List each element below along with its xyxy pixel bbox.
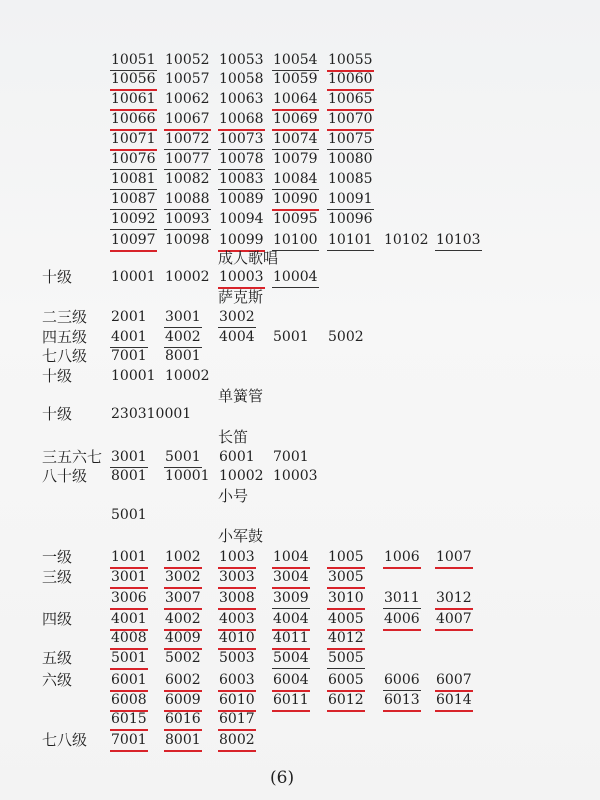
score-number <box>110 629 148 650</box>
score-number-text: 6008 <box>110 691 148 712</box>
section-heading: 小军鼓 <box>218 527 264 545</box>
score-number <box>272 467 319 486</box>
score-number <box>383 691 421 712</box>
score-number-text: 6013 <box>383 691 421 712</box>
score-number <box>272 210 319 229</box>
score-number <box>383 589 421 609</box>
score-number <box>218 130 265 150</box>
score-number <box>218 548 256 569</box>
score-number-text: 10079 <box>273 151 318 167</box>
score-number-text: 10055 <box>327 51 374 72</box>
score-number-text: 7001 <box>273 449 309 465</box>
score-number <box>218 691 256 712</box>
score-number-text: 4010 <box>218 629 256 650</box>
grade-label: 八十级 <box>42 467 88 485</box>
score-number <box>164 190 211 210</box>
score-number <box>327 610 365 631</box>
score-number <box>218 268 265 289</box>
score-number <box>272 448 310 467</box>
score-number <box>272 170 319 190</box>
score-number-text: 3004 <box>272 568 310 589</box>
score-number <box>272 629 310 650</box>
score-number <box>327 90 374 111</box>
score-number-text: 10093 <box>164 210 211 230</box>
score-number <box>218 308 256 328</box>
score-number-text: 4004 <box>219 329 255 345</box>
score-number-text: 10073 <box>218 130 265 150</box>
score-number <box>218 731 256 752</box>
score-number <box>164 649 202 668</box>
score-number <box>218 51 265 70</box>
score-number-text: 3006 <box>110 589 148 610</box>
grade-label: 十级 <box>42 367 73 385</box>
score-number <box>272 649 310 669</box>
section-heading: 单簧管 <box>218 387 264 405</box>
score-number-text: 6004 <box>272 671 310 692</box>
score-number <box>110 671 148 692</box>
score-number <box>110 568 148 589</box>
score-number-text: 10056 <box>110 70 157 91</box>
score-number-text: 6007 <box>435 671 473 692</box>
score-number-text: 10085 <box>328 171 373 187</box>
score-number <box>327 589 365 610</box>
score-number-text: 10061 <box>110 90 157 111</box>
score-number <box>164 268 211 287</box>
score-number <box>272 110 319 131</box>
score-number <box>327 110 374 131</box>
score-number-text: 10065 <box>327 90 374 111</box>
score-number-text: 4002 <box>164 328 202 348</box>
score-number <box>164 210 211 230</box>
section-heading: 长笛 <box>218 428 249 446</box>
score-number <box>110 110 157 131</box>
score-number-text: 10058 <box>219 71 264 87</box>
score-number-text: 10103 <box>435 231 482 251</box>
score-number <box>327 231 374 251</box>
score-number-text: 6017 <box>218 710 256 731</box>
score-number-text: 4001 <box>110 610 148 631</box>
score-number-text: 5001 <box>164 448 202 468</box>
score-number-text: 10089 <box>219 191 264 207</box>
grade-label: 六级 <box>42 671 73 689</box>
score-number <box>272 548 310 569</box>
score-number <box>272 51 319 71</box>
score-number-text: 10002 <box>165 368 210 384</box>
score-number <box>435 589 473 610</box>
score-number-text: 4001 <box>110 328 148 348</box>
score-number-text: 3002 <box>164 568 202 589</box>
score-number <box>110 405 192 424</box>
score-number-text: 6016 <box>164 710 202 731</box>
score-number-text: 10054 <box>272 51 319 71</box>
score-number-text: 10095 <box>273 211 318 227</box>
score-number-text: 10059 <box>273 71 318 87</box>
score-number <box>327 671 365 692</box>
score-number-text: 4008 <box>110 629 148 650</box>
score-number <box>218 448 256 467</box>
score-number-text: 5001 <box>273 329 309 345</box>
score-number <box>435 691 473 712</box>
score-number-text: 10064 <box>272 90 319 111</box>
score-number-text: 230310001 <box>111 406 192 422</box>
score-number-text: 4006 <box>383 610 421 631</box>
score-number-text: 1005 <box>327 548 365 569</box>
score-number-text: 10001 <box>111 368 156 384</box>
score-number <box>218 568 256 589</box>
score-number <box>110 467 148 486</box>
grade-label: 三五六七 <box>42 448 103 466</box>
score-number-text: 3003 <box>218 568 256 589</box>
score-number-text: 10074 <box>272 130 319 150</box>
score-number <box>272 150 319 169</box>
score-number-text: 7001 <box>110 731 148 752</box>
score-number <box>383 671 421 691</box>
score-number <box>327 568 365 589</box>
score-number <box>435 548 473 569</box>
score-number <box>218 328 256 347</box>
score-number <box>110 210 157 230</box>
score-number <box>110 347 148 366</box>
score-number <box>272 589 310 609</box>
score-number <box>435 671 473 692</box>
score-number <box>110 90 157 111</box>
score-number <box>272 70 319 89</box>
score-number-text: 3008 <box>218 589 256 610</box>
score-number-text: 6001 <box>219 449 255 465</box>
score-number-text: 1002 <box>164 548 202 569</box>
score-number <box>164 671 202 692</box>
score-number-text: 10098 <box>165 232 210 248</box>
score-number <box>327 629 365 650</box>
score-number <box>218 467 265 486</box>
score-number-text: 8002 <box>218 731 256 752</box>
score-number <box>164 231 211 250</box>
score-number-text: 1007 <box>435 548 473 569</box>
score-number <box>218 190 265 209</box>
score-number <box>272 568 310 589</box>
score-number <box>218 649 256 668</box>
score-number-text: 10052 <box>165 52 210 68</box>
score-number <box>327 51 374 72</box>
grade-label: 十级 <box>42 268 73 286</box>
score-number-text: 4012 <box>327 629 365 650</box>
score-number-text: 1006 <box>383 548 421 569</box>
score-number <box>110 150 157 170</box>
score-number-text: 10060 <box>327 70 374 91</box>
section-heading: 小号 <box>218 487 249 505</box>
score-number-text: 10094 <box>219 211 264 227</box>
score-number-text: 6001 <box>110 671 148 692</box>
score-number <box>164 731 202 752</box>
score-number <box>164 568 202 589</box>
page-number: (6) <box>270 768 295 788</box>
score-number-text: 6009 <box>164 691 202 712</box>
score-number-text: 10003 <box>218 268 265 289</box>
grade-label: 七八级 <box>42 347 88 365</box>
score-number <box>164 51 211 70</box>
score-number-text: 10062 <box>165 91 210 107</box>
score-number-text: 1004 <box>272 548 310 569</box>
score-number-text: 10081 <box>110 170 157 190</box>
score-number-text: 8001 <box>165 348 201 364</box>
score-number-text: 10068 <box>218 110 265 131</box>
score-number <box>110 328 148 348</box>
score-number <box>272 328 310 347</box>
score-number <box>110 70 157 91</box>
score-number <box>218 710 256 731</box>
score-number <box>327 548 365 569</box>
score-number <box>110 308 148 327</box>
score-number-text: 10100 <box>272 231 319 251</box>
score-number <box>110 691 148 712</box>
grade-label: 三级 <box>42 568 73 586</box>
score-number <box>218 629 256 650</box>
score-number <box>164 710 202 731</box>
score-number <box>164 467 211 486</box>
score-number <box>110 448 148 468</box>
score-number-text: 10083 <box>218 170 265 190</box>
score-number <box>272 231 319 251</box>
score-number-text: 10101 <box>327 231 374 251</box>
score-number <box>327 649 365 669</box>
grade-label: 五级 <box>42 649 73 667</box>
score-number-text: 5001 <box>111 507 147 523</box>
score-number-text: 5001 <box>110 649 148 670</box>
score-number-text: 3012 <box>435 589 473 610</box>
score-number-text: 10003 <box>273 468 318 484</box>
score-number <box>110 170 157 190</box>
score-number <box>272 610 310 631</box>
score-number-text: 6002 <box>164 671 202 692</box>
score-number-text: 10088 <box>164 190 211 210</box>
score-number-text: 6006 <box>383 671 421 691</box>
score-number <box>272 691 310 712</box>
score-number-text: 4005 <box>327 610 365 631</box>
score-number-text: 5005 <box>327 649 365 669</box>
score-number <box>218 110 265 131</box>
section-heading: 萨克斯 <box>218 288 264 306</box>
score-number <box>110 268 157 287</box>
score-number <box>164 367 211 386</box>
score-number <box>164 70 211 89</box>
score-number <box>218 589 256 610</box>
score-number-text: 10091 <box>327 190 374 210</box>
score-number <box>164 548 202 569</box>
score-number-text: 10092 <box>110 210 157 230</box>
score-number-text: 6012 <box>327 691 365 712</box>
grade-label: 二三级 <box>42 308 88 326</box>
score-number-text: 6015 <box>110 710 148 731</box>
score-number <box>110 710 148 731</box>
score-number <box>110 506 148 525</box>
score-number <box>164 589 202 610</box>
score-number <box>327 130 374 150</box>
score-number-text: 10071 <box>110 130 157 151</box>
score-number <box>110 731 148 752</box>
score-number-text: 10080 <box>328 151 373 167</box>
score-number <box>272 130 319 150</box>
score-number <box>110 367 157 386</box>
score-number <box>435 610 473 631</box>
score-number <box>164 150 211 170</box>
score-number <box>435 231 482 251</box>
score-number-text: 10102 <box>384 232 429 248</box>
score-number <box>164 691 202 712</box>
score-number-text: 6014 <box>435 691 473 712</box>
score-number <box>327 691 365 712</box>
score-number-text: 10096 <box>328 211 373 227</box>
grade-label: 一级 <box>42 548 73 566</box>
score-number-text: 4009 <box>164 629 202 650</box>
score-number-text: 4004 <box>272 610 310 631</box>
score-number-text: 3002 <box>218 308 256 328</box>
score-number <box>327 70 374 91</box>
score-number-text: 3011 <box>383 589 421 609</box>
score-number-text: 10070 <box>327 110 374 131</box>
score-number-text: 4002 <box>164 610 202 631</box>
score-number-text: 4011 <box>272 629 310 650</box>
score-number <box>110 589 148 610</box>
score-number <box>218 150 265 170</box>
score-number-text: 10051 <box>110 51 157 71</box>
score-number-text: 10082 <box>165 171 210 187</box>
score-number <box>327 328 365 347</box>
score-number-text: 10002 <box>219 468 264 484</box>
score-number <box>110 51 157 71</box>
score-number-text: 6005 <box>327 671 365 692</box>
score-number-text: 10084 <box>272 170 319 190</box>
score-number <box>164 130 211 150</box>
score-number-text: 2001 <box>111 309 147 325</box>
grade-label: 四级 <box>42 610 73 628</box>
score-number-text: 7001 <box>111 348 147 364</box>
score-number-text: 10066 <box>110 110 157 131</box>
score-number <box>218 610 256 631</box>
score-number <box>218 70 265 89</box>
score-number-text: 10002 <box>165 269 210 285</box>
score-number <box>164 110 211 131</box>
score-number <box>383 548 421 569</box>
score-number <box>218 210 265 229</box>
score-number <box>327 150 374 169</box>
score-number <box>164 328 202 348</box>
score-number-text: 4003 <box>218 610 256 631</box>
section-heading: 成人歌唱 <box>218 249 279 267</box>
score-number-text: 6011 <box>272 691 310 712</box>
score-number-text: 1003 <box>218 548 256 569</box>
score-number <box>327 190 374 210</box>
score-number-text: 10004 <box>272 268 319 288</box>
score-number-text: 3001 <box>110 448 148 468</box>
score-number-text: 3009 <box>272 589 310 609</box>
score-number <box>110 130 157 151</box>
score-number <box>110 610 148 631</box>
score-number-text: 10057 <box>165 71 210 87</box>
score-number-text: 3007 <box>164 589 202 610</box>
score-number-text: 6010 <box>218 691 256 712</box>
score-number-text: 10077 <box>164 150 211 170</box>
score-number <box>327 170 374 189</box>
score-number-text: 10097 <box>110 231 157 252</box>
score-number <box>110 190 157 210</box>
score-number-text: 5004 <box>272 649 310 669</box>
score-number <box>327 210 374 229</box>
score-number-text: 5002 <box>165 650 201 666</box>
score-number <box>164 90 211 109</box>
score-number-text: 10001 <box>165 468 210 484</box>
score-number <box>164 170 211 189</box>
score-number <box>383 231 430 250</box>
score-number <box>164 448 202 468</box>
score-number-text: 10063 <box>219 91 264 107</box>
score-number <box>383 610 421 631</box>
score-number <box>164 347 202 366</box>
score-number-text: 10001 <box>111 269 156 285</box>
score-number-text: 8001 <box>111 468 147 484</box>
score-number-text: 10053 <box>219 52 264 68</box>
score-number-text: 10090 <box>272 190 319 211</box>
score-number <box>272 268 319 288</box>
score-number-text: 10078 <box>218 150 265 170</box>
score-number <box>272 671 310 692</box>
score-number-text: 8001 <box>164 731 202 752</box>
score-number-text: 5003 <box>219 650 255 666</box>
score-number <box>110 231 157 252</box>
score-number-text: 10067 <box>164 110 211 131</box>
score-number-text: 3001 <box>164 308 202 328</box>
score-number-text: 10072 <box>164 130 211 150</box>
score-number <box>218 170 265 190</box>
score-number-text: 1001 <box>110 548 148 569</box>
score-number-text: 10076 <box>110 150 157 170</box>
grade-label: 十级 <box>42 405 73 423</box>
grade-label: 四五级 <box>42 328 88 346</box>
score-number-text: 10069 <box>272 110 319 131</box>
score-number <box>218 90 265 109</box>
score-number <box>218 671 256 692</box>
score-number <box>164 629 202 650</box>
score-number <box>272 90 319 111</box>
score-number <box>272 190 319 211</box>
score-number-text: 3005 <box>327 568 365 589</box>
grade-label: 七八级 <box>42 731 88 749</box>
score-number <box>164 610 202 631</box>
score-number-text: 3001 <box>110 568 148 589</box>
score-number <box>110 649 148 670</box>
score-number-text: 5002 <box>328 329 364 345</box>
score-number-text: 6003 <box>218 671 256 692</box>
score-number <box>110 548 148 569</box>
score-number-text: 10099 <box>218 231 265 252</box>
score-number-text: 4007 <box>435 610 473 631</box>
score-number-text: 10087 <box>110 190 157 210</box>
score-number-text: 3010 <box>327 589 365 610</box>
score-number <box>164 308 202 328</box>
score-number-text: 10075 <box>327 130 374 150</box>
